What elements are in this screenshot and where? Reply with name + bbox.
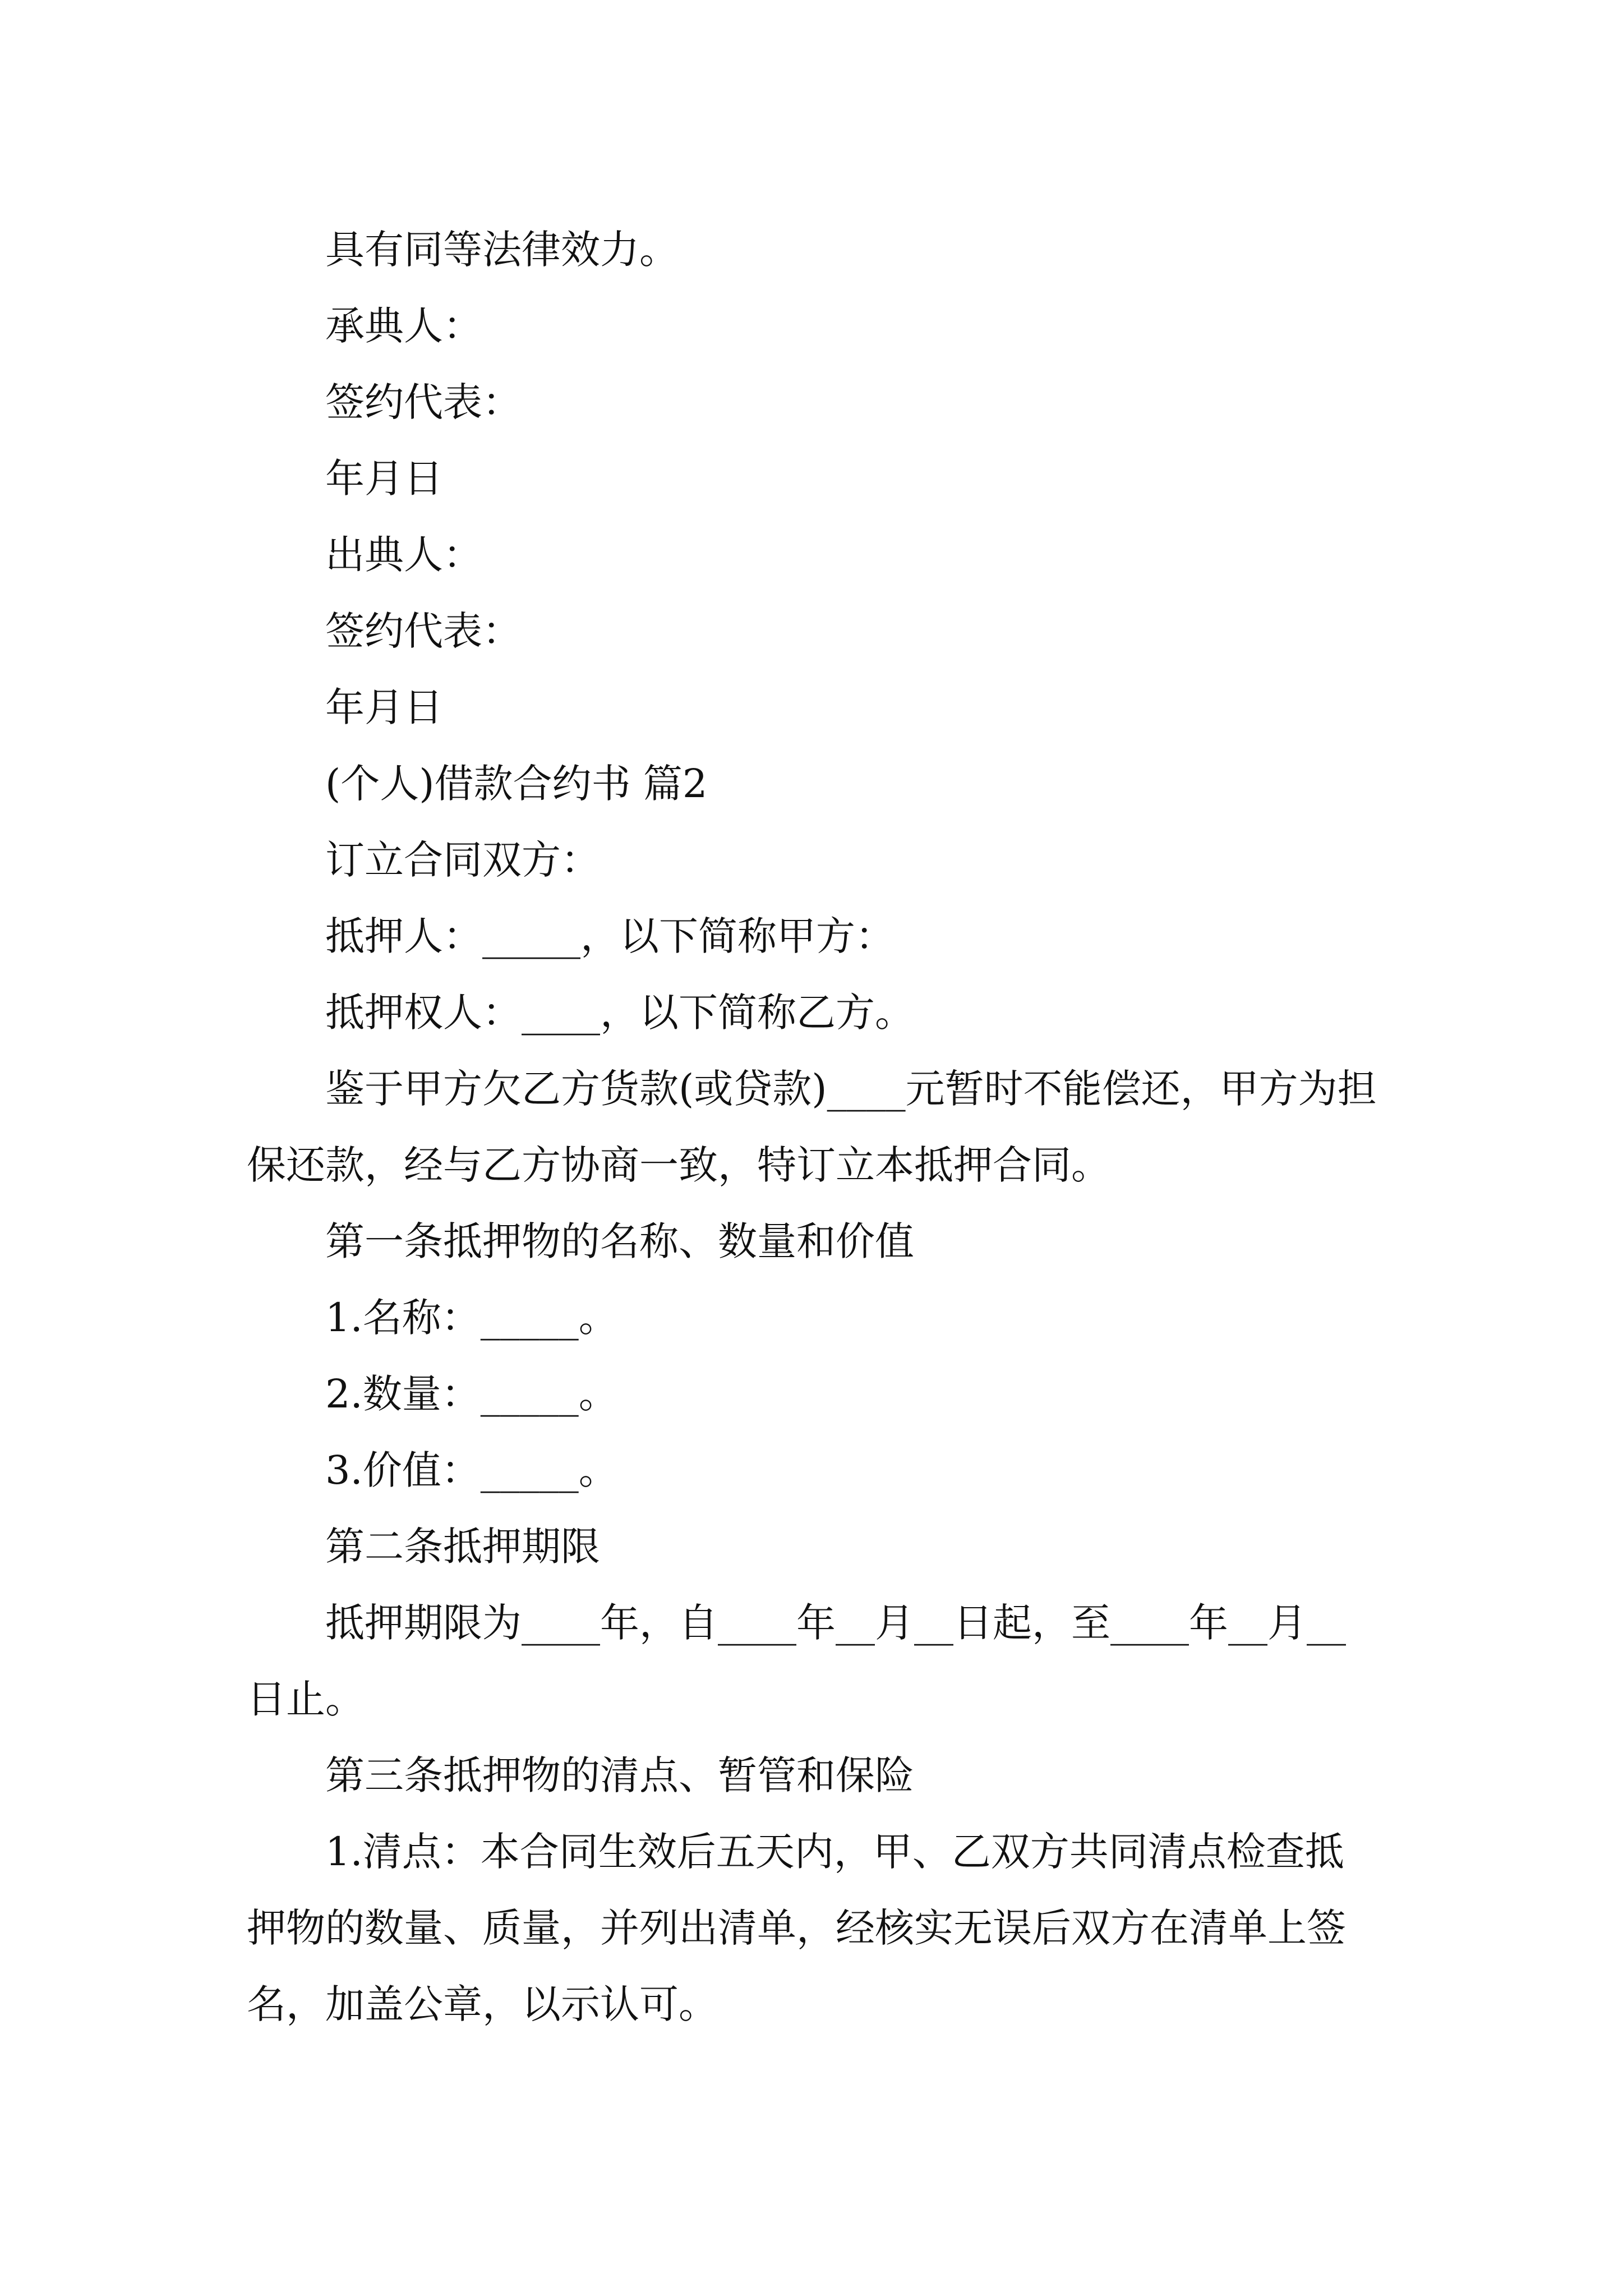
paragraph-signatory-2: 签约代表： (325, 608, 522, 654)
paragraph-date-1: 年月日 (325, 455, 443, 501)
paragraph-preamble: 鉴于甲方欠乙方货款(或贷款)____元暂时不能偿还，甲方为担保还款，经与乙方协商一致，特订立本抵押合同。 (247, 1066, 1377, 1188)
section-heading: (个人)借款合约书 篇2 (325, 761, 708, 807)
article-1-heading: 第一条抵押物的名称、数量和价值 (325, 1218, 914, 1264)
paragraph-party-a: 抵押人：_____，以下简称甲方： (325, 913, 895, 959)
paragraph-party-b: 抵押权人：____，以下简称乙方。 (325, 990, 914, 1036)
paragraph-legal-effect: 具有同等法律效力。 (325, 227, 679, 273)
paragraph-signatory-1: 签约代表： (325, 379, 522, 425)
paragraph-mortgagee-label: 承典人： (325, 303, 482, 349)
paragraph-date-2: 年月日 (325, 684, 443, 730)
article-3-item-inventory: 1.清点：本合同生效后五天内，甲、乙双方共同清点检查抵押物的数量、质量，并列出清单，经核实无误后双方在清单上签名，加盖公章，以示认可。 (247, 1829, 1346, 2027)
article-1-item-quantity: 2.数量：_____。 (325, 1371, 618, 1417)
document-body (247, 211, 1380, 2042)
paragraph-pledgor-label: 出典人： (325, 532, 482, 578)
article-2-term: 抵押期限为____年，自____年__月__日起，至____年__月__日止。 (247, 1600, 1346, 1722)
article-1-item-value: 3.价值：_____。 (325, 1447, 618, 1493)
article-3-heading: 第三条抵押物的清点、暂管和保险 (325, 1752, 914, 1798)
paragraph-parties: 订立合同双方： (325, 837, 600, 883)
article-2-heading: 第二条抵押期限 (325, 1524, 600, 1570)
article-1-item-name: 1.名称：_____。 (325, 1295, 618, 1341)
